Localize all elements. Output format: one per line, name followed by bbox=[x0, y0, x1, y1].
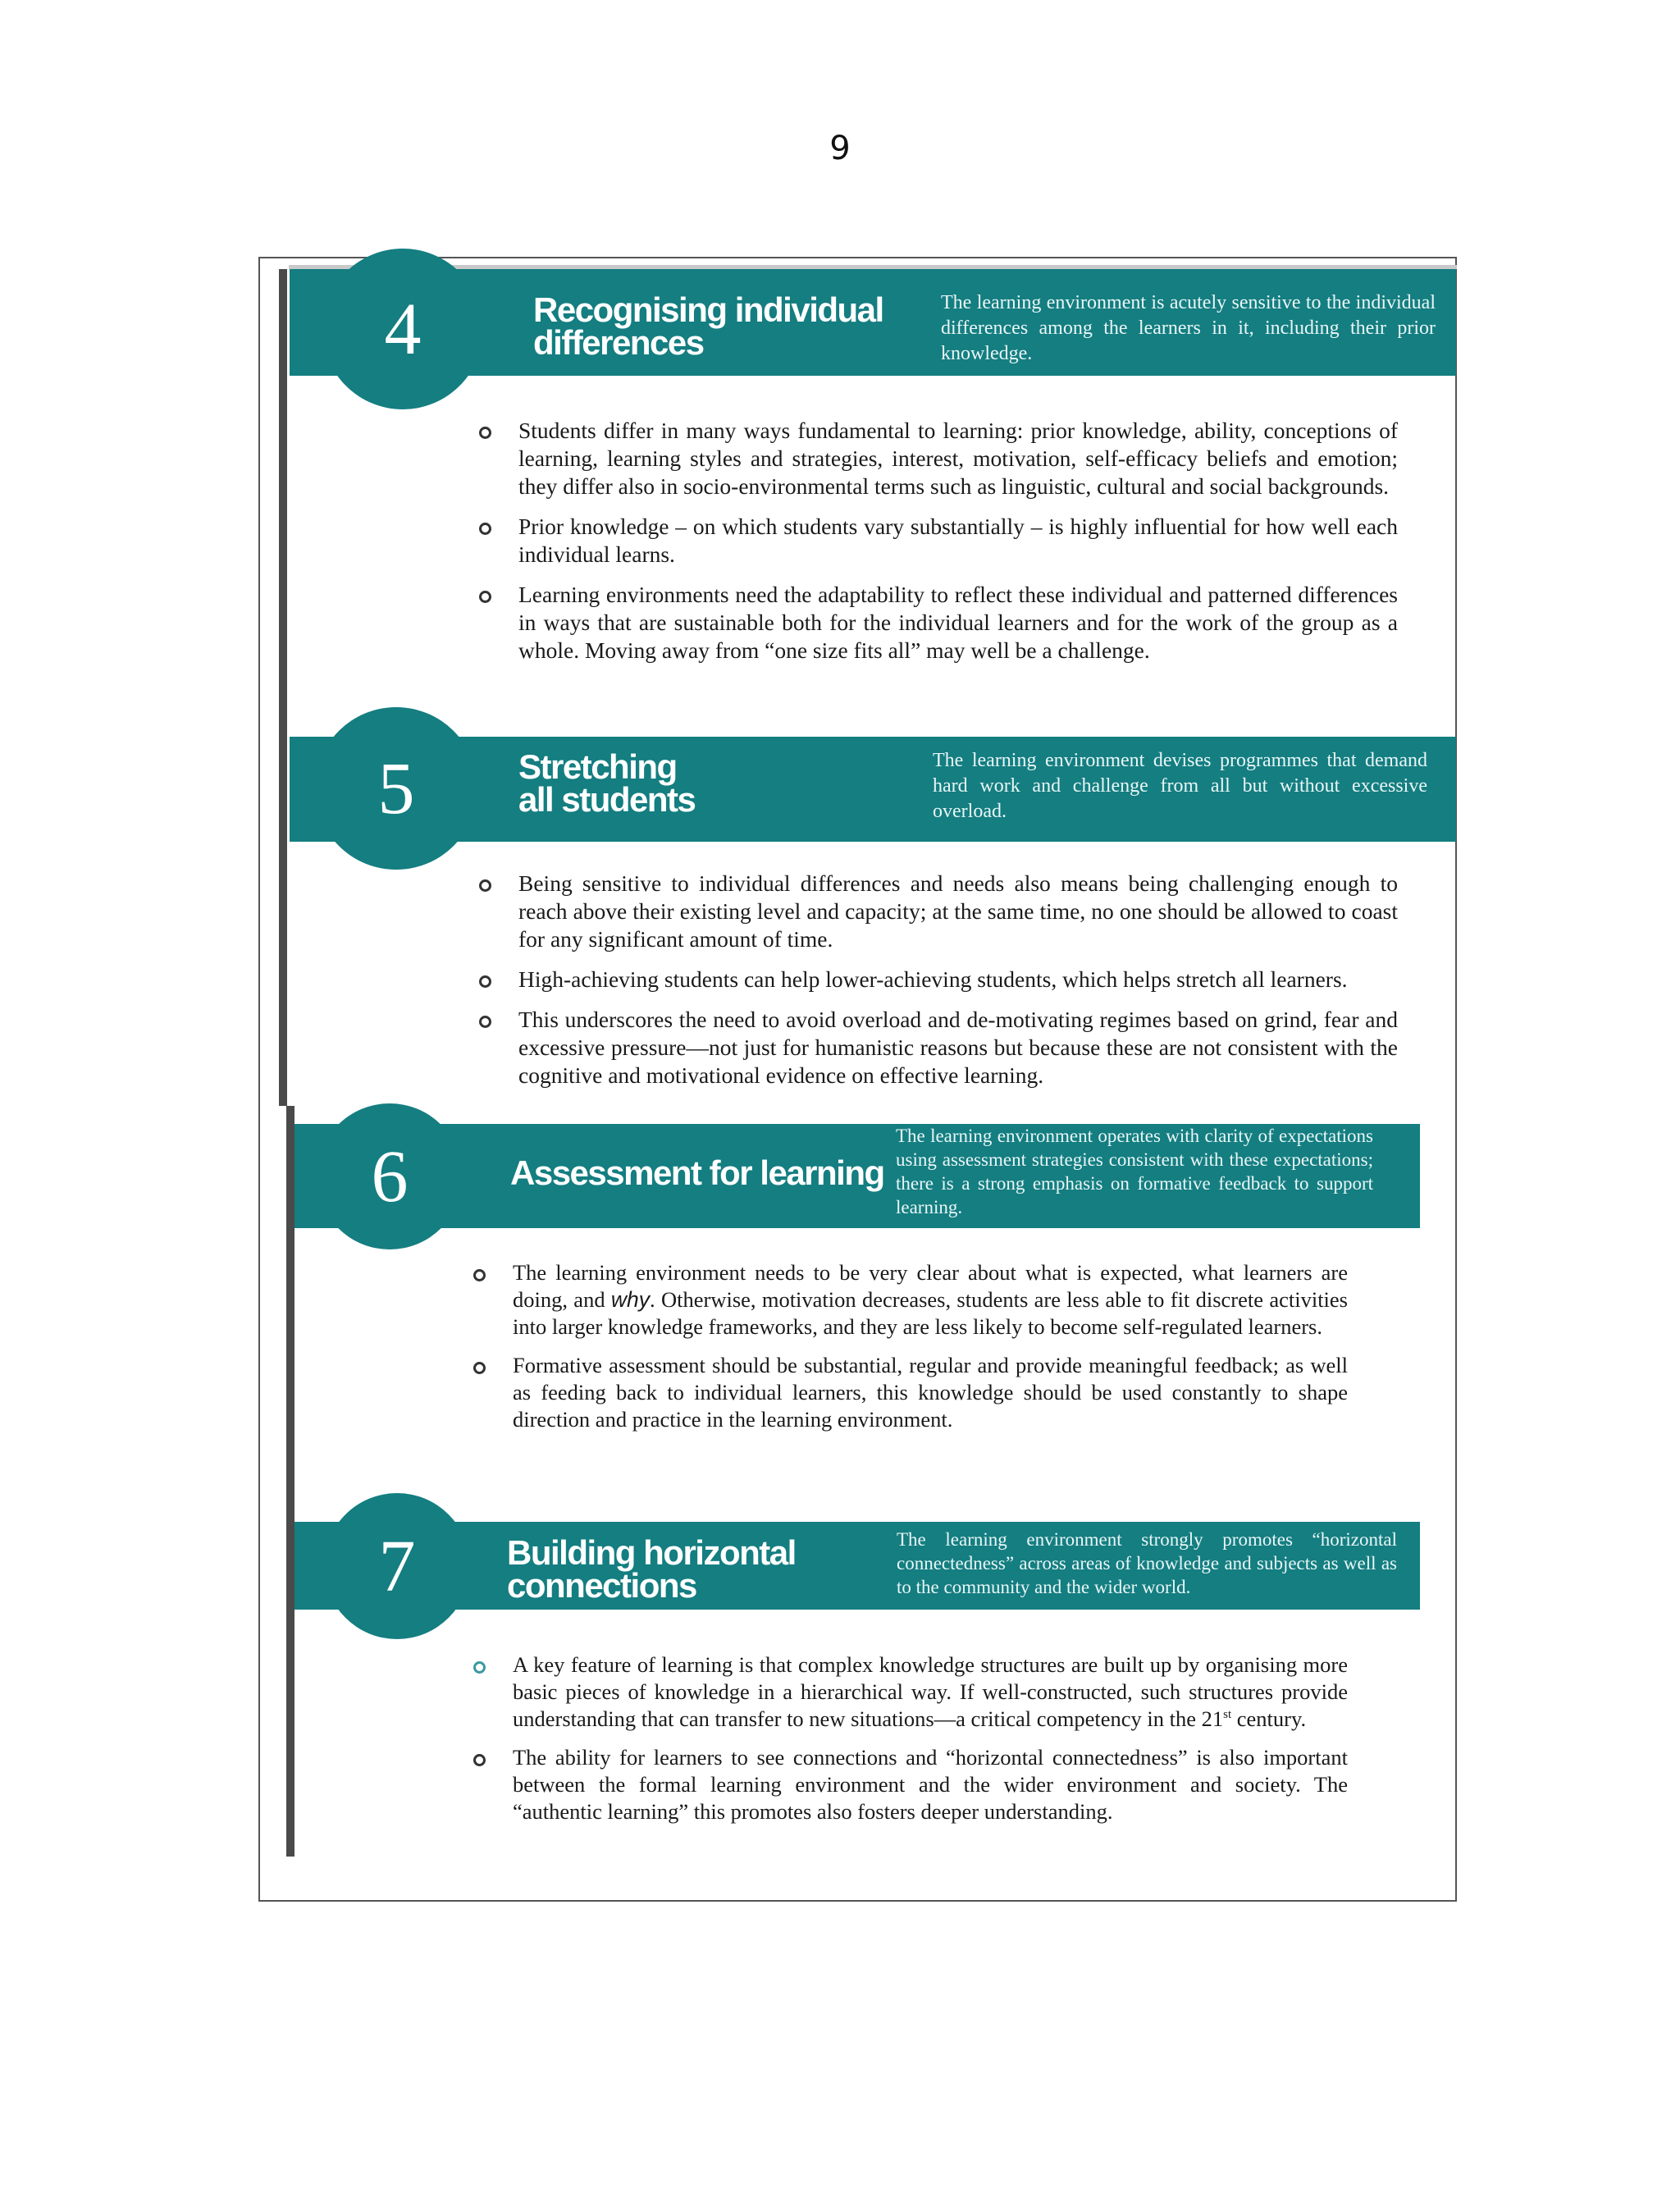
section-number-badge: 6 bbox=[317, 1103, 463, 1249]
circle-bullet-icon bbox=[473, 1754, 486, 1766]
bullet-list bbox=[513, 1651, 1348, 1838]
bullet-list bbox=[518, 417, 1398, 677]
circle-bullet-icon bbox=[479, 591, 491, 603]
list-item: The learning environment needs to be very clear about what is expected, what learners are doing, and why. Otherwise, motivation decreases, students are less able to fit discrete activities into larger knowledge frameworks, and they are less likely to become self-regulated learners. bbox=[513, 1259, 1348, 1341]
circle-bullet-icon bbox=[479, 975, 491, 988]
bullet-list bbox=[513, 1259, 1348, 1446]
list-item: Students differ in many ways fundamental to learning: prior knowledge, ability, conceptions of learning, learning styles and strategies, interest, motivation, self-efficacy beliefs and emotion; they differ also in socio-environmental terms such as linguistic, cultural and social backgrounds. bbox=[518, 417, 1398, 500]
list-item: A key feature of learning is that complex knowledge structures are built up by organising more basic pieces of knowledge in a hierarchical way. If well-constructed, such structures provide understanding that can transfer to new situations—a critical competency in the 21st century. bbox=[513, 1651, 1348, 1733]
section-title: Assessment for learning bbox=[510, 1153, 884, 1192]
section-description: The learning environment devises programmes that demand hard work and challenge from all but without excessive overload. bbox=[933, 750, 1427, 822]
bullet-list bbox=[518, 870, 1398, 1102]
section-description: The learning environment is acutely sensitive to the individual differences among the learners in it, including their prior knowledge. bbox=[941, 292, 1436, 364]
section-description: The learning environment strongly promotes “horizontal connectedness” across areas of knowledge and subjects as well as to the community and the wider world. bbox=[897, 1529, 1397, 1597]
section-description: The learning environment operates with clarity of expectations using assessment strategies consistent with these expectations; there is a strong emphasis on formative feedback to support learning. bbox=[896, 1126, 1373, 1217]
circle-bullet-icon bbox=[473, 1362, 486, 1374]
circle-bullet-icon bbox=[479, 427, 491, 439]
list-item: Being sensitive to individual differences and needs also means being challenging enough to reach above their existing level and capacity; at the same time, no one should be allowed to coast for any significant amount of time. bbox=[518, 870, 1398, 953]
section-title: Building horizontal connections bbox=[507, 1533, 796, 1605]
list-item: Formative assessment should be substantial, regular and provide meaningful feedback; as well as feeding back to individual learners, this knowledge should be used constantly to shape direction and practice in the learning environment. bbox=[513, 1352, 1348, 1433]
section-title: Stretching all students bbox=[518, 747, 696, 819]
page-number: 9 bbox=[829, 130, 851, 167]
circle-bullet-icon bbox=[479, 879, 491, 892]
list-item: Prior knowledge – on which students vary substantially – is highly influential for how well each individual learns. bbox=[518, 513, 1398, 569]
circle-bullet-icon bbox=[473, 1661, 486, 1674]
list-item: This underscores the need to avoid overload and de-motivating regimes based on grind, fear and excessive pressure—not just for humanistic reasons but because these are not consistent with the cognitive and motivational evidence on effective learning. bbox=[518, 1006, 1398, 1089]
circle-bullet-icon bbox=[473, 1269, 486, 1281]
section-number-badge: 5 bbox=[315, 707, 477, 870]
section-title: Recognising individual differences bbox=[533, 290, 883, 362]
left-rule-lower bbox=[286, 1106, 294, 1857]
emphasis-why: why bbox=[610, 1287, 651, 1312]
list-item: High-achieving students can help lower-achieving students, which helps stretch all learners. bbox=[518, 966, 1398, 993]
section-number-badge: 4 bbox=[322, 249, 483, 409]
left-rule-upper bbox=[279, 269, 287, 1106]
circle-bullet-icon bbox=[479, 1016, 491, 1028]
superscript-st: st bbox=[1223, 1708, 1232, 1722]
list-item: Learning environments need the adaptability to reflect these individual and patterned differences in ways that are sustainable both for the individual learners and for the work of the group as a whole. Moving away from “one size fits all” may well be a challenge. bbox=[518, 581, 1398, 665]
circle-bullet-icon bbox=[479, 523, 491, 535]
list-item: The ability for learners to see connections and “horizontal connectedness” is also important between the formal learning environment and the wider environment and society. The “authentic learning” this promotes also fosters deeper understanding. bbox=[513, 1744, 1348, 1825]
section-number-badge: 7 bbox=[324, 1493, 470, 1639]
